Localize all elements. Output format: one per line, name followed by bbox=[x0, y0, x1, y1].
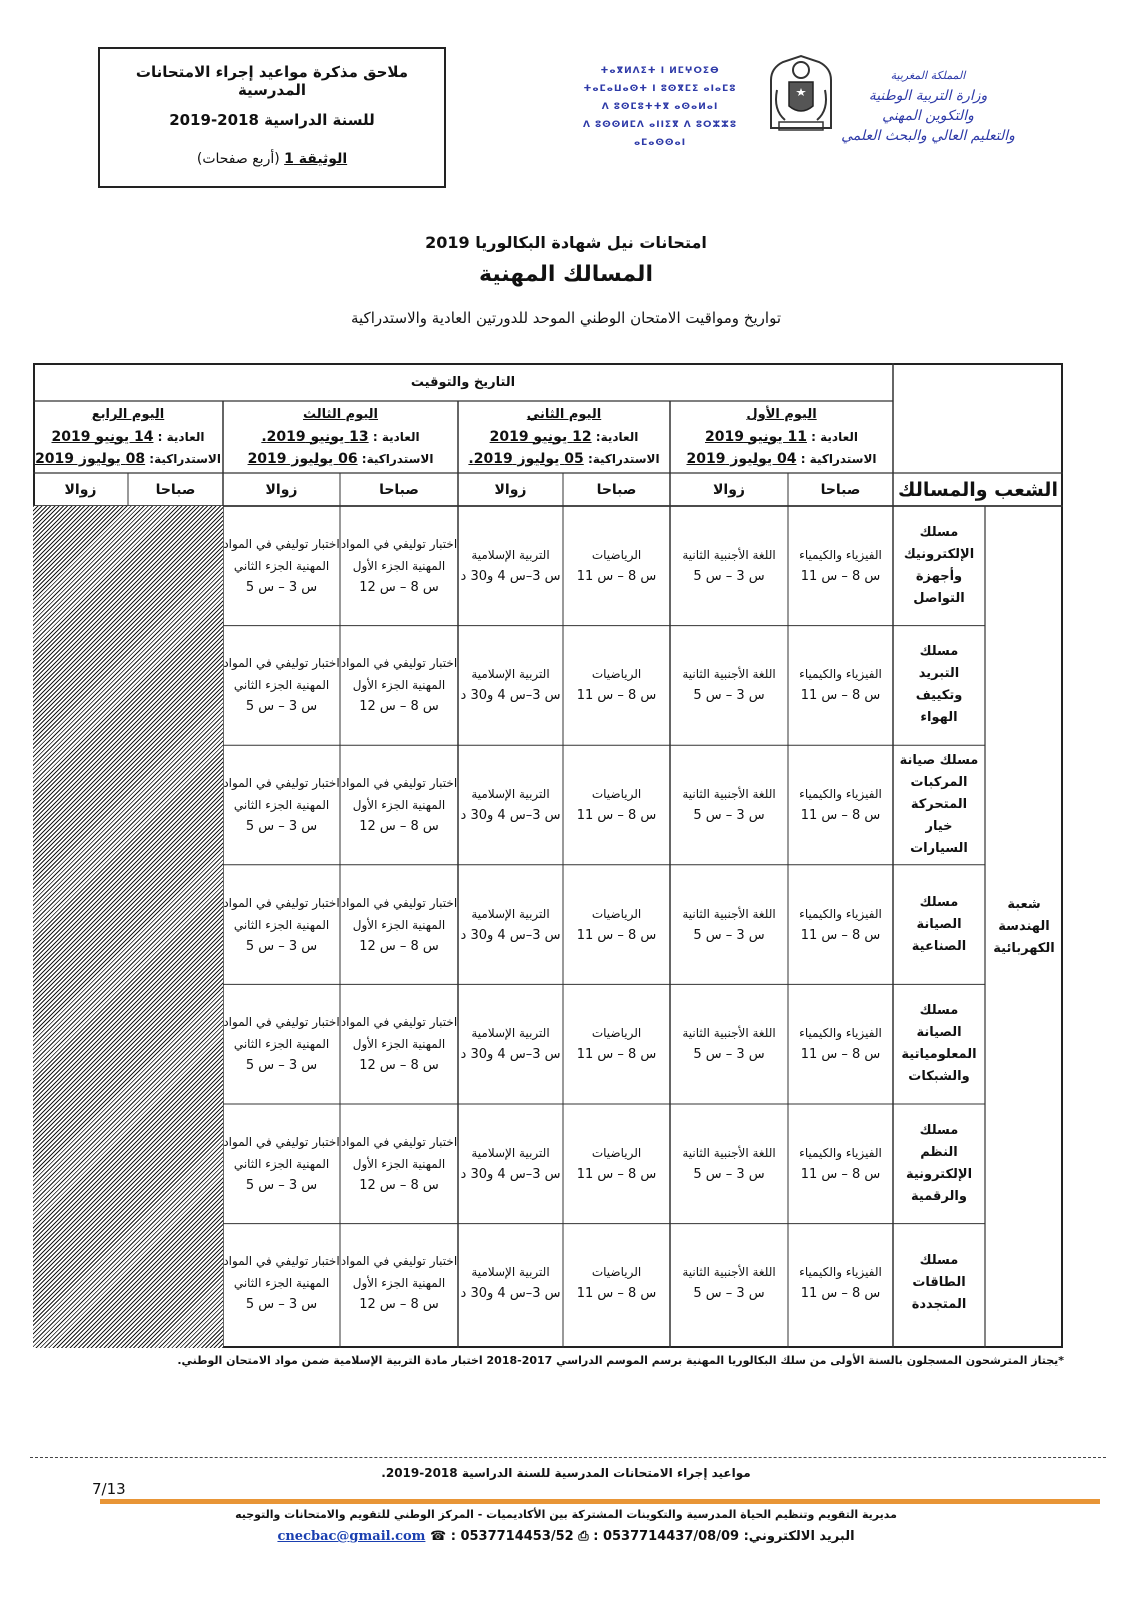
subject-name: اختبار توليفي في المواد المهنية الجزء الأول bbox=[340, 1254, 458, 1291]
subject-name: اختبار توليفي في المواد المهنية الجزء الثاني bbox=[223, 1254, 340, 1291]
subject-time: س 8 – س 12 bbox=[359, 1058, 439, 1074]
subject-time: س 8 – س 11 bbox=[800, 1166, 881, 1182]
subject-name: التربية الإسلامية bbox=[471, 547, 550, 562]
subject-cell-d2m bbox=[563, 984, 670, 1104]
tifinagh-line: ⵜⴰⵎⴰⵡⴰⵙⵜ ⵏ ⵓⵙⴳⵎⵉ ⴰⵏⴰⵎⵓ bbox=[583, 84, 737, 94]
subject-name: اللغة الأجنبية الثانية bbox=[682, 1145, 776, 1160]
subject-name: اختبار توليفي في المواد المهنية الجزء الأول bbox=[340, 656, 458, 693]
makeup-date: 04 يوليوز 2019 bbox=[686, 450, 797, 467]
afternoon-label: زوالا bbox=[713, 481, 745, 498]
track-name: مسلك الصيانة الصناعية bbox=[911, 894, 967, 954]
subject-cell-d2m bbox=[563, 1224, 670, 1344]
subject-time: س 3–س 4 و30 د bbox=[460, 927, 561, 943]
subject-name: اختبار توليفي في المواد المهنية الجزء الثاني bbox=[223, 775, 340, 812]
day-name: اليوم الثالث bbox=[302, 407, 379, 423]
subject-name: الفيزياء والكيمياء bbox=[799, 786, 882, 801]
annex-box bbox=[98, 47, 446, 188]
subject-time: س 8 – س 12 bbox=[359, 1297, 439, 1313]
subject-cell-d3m bbox=[340, 626, 458, 746]
makeup-session-date bbox=[468, 451, 659, 467]
track-cell bbox=[893, 506, 985, 626]
subject-time: س 3 – س 5 bbox=[245, 818, 318, 834]
day-header-2 bbox=[458, 401, 670, 473]
normal-date: 13 يونيو 2019. bbox=[261, 428, 369, 445]
footer-contact bbox=[0, 1529, 1132, 1544]
fax-icon: ⎙ bbox=[578, 1529, 589, 1544]
annex-line1: ملاحق مذكرة مواعيد إجراء الامتحانات المدرسية bbox=[135, 63, 409, 99]
morning-label: صباحا bbox=[596, 481, 637, 498]
subject-cell-d2m bbox=[563, 506, 670, 626]
royal-crest-icon bbox=[765, 50, 837, 140]
subject-time: س 8 – س 11 bbox=[576, 807, 657, 823]
normal-session-label: العادية : bbox=[372, 429, 420, 444]
subject-name: اختبار توليفي في المواد المهنية الجزء الأول bbox=[340, 775, 458, 812]
makeup-session-date bbox=[248, 451, 434, 467]
morning-label: صباحا bbox=[379, 481, 419, 498]
subject-name: اللغة الأجنبية الثانية bbox=[682, 906, 776, 921]
subject-cell-d2m bbox=[563, 865, 670, 985]
subject-cell-d2m bbox=[563, 626, 670, 746]
subject-time: س 3–س 4 و30 د bbox=[460, 1166, 561, 1182]
track-cell bbox=[893, 984, 985, 1104]
schedule-table bbox=[33, 363, 1063, 1348]
period-morning bbox=[340, 473, 458, 506]
makeup-session-label: الاستدراكية : bbox=[800, 451, 877, 466]
table-header-title bbox=[33, 363, 893, 401]
subject-time: س 8 – س 12 bbox=[359, 1177, 439, 1193]
subject-cell-d1m bbox=[788, 745, 893, 865]
afternoon-label: زوالا bbox=[64, 481, 97, 498]
subject-name: الرياضيات bbox=[591, 1145, 642, 1160]
tifinagh-line: ⴷ ⵓⵙⵎⵓⵜⵜⴳ ⴰⵙⴰⵍⴰⵏ bbox=[601, 102, 719, 112]
makeup-session-date bbox=[686, 451, 876, 467]
branches-header bbox=[893, 473, 1063, 506]
subject-time: س 3 – س 5 bbox=[245, 1177, 318, 1193]
subject-cell-d2m bbox=[563, 745, 670, 865]
track-name: مسلك النظم الإلكترونية والرقمية bbox=[905, 1122, 973, 1204]
page-number: 7/13 bbox=[92, 1480, 126, 1498]
afternoon-label: زوالا bbox=[494, 481, 527, 498]
day4-unused-area bbox=[33, 506, 223, 1348]
ministry-name bbox=[828, 66, 1028, 146]
day-header-1 bbox=[670, 401, 893, 473]
subject-time: س 3–س 4 و30 د bbox=[460, 807, 561, 823]
normal-session-label: العادية : bbox=[811, 429, 858, 444]
track-cell bbox=[893, 1104, 985, 1224]
subject-name: اختبار توليفي في المواد المهنية الجزء الأول bbox=[340, 1015, 458, 1052]
period-afternoon bbox=[458, 473, 563, 506]
subject-time: س 3 – س 5 bbox=[693, 688, 765, 704]
footer-bar bbox=[100, 1499, 1100, 1504]
subject-name: اختبار توليفي في المواد المهنية الجزء الثاني bbox=[223, 895, 340, 932]
track-cell bbox=[893, 865, 985, 985]
normal-session-date bbox=[261, 429, 419, 445]
track-name: مسلك صيانة المركبات المتحركة خيار السيارات bbox=[899, 752, 979, 856]
email-label: البريد الالكتروني: bbox=[743, 1529, 855, 1544]
branches-header-text: الشعب والمسالك bbox=[898, 478, 1058, 501]
track-name: مسلك الإلكترونيك وأجهزة التواصل bbox=[903, 524, 975, 606]
ministry-line2: وزارة التربية الوطنية bbox=[868, 88, 988, 104]
subject-name: التربية الإسلامية bbox=[471, 667, 550, 682]
subject-name: اللغة الأجنبية الثانية bbox=[682, 1026, 776, 1041]
tracks-title: المسالك المهنية bbox=[479, 262, 653, 287]
subject-cell-d2a bbox=[458, 745, 563, 865]
subject-time: س 3–س 4 و30 د bbox=[460, 568, 561, 584]
normal-session-label: العادية: bbox=[595, 429, 639, 444]
normal-date: 14 يونيو 2019 bbox=[51, 428, 154, 445]
makeup-date: 05 يوليوز 2019. bbox=[468, 450, 584, 467]
subject-name: الفيزياء والكيمياء bbox=[799, 547, 882, 562]
subject-time: س 3 – س 5 bbox=[245, 1297, 318, 1313]
subject-name: اللغة الأجنبية الثانية bbox=[682, 667, 776, 682]
subject-name: الفيزياء والكيمياء bbox=[799, 1145, 882, 1160]
subject-cell-d2a bbox=[458, 626, 563, 746]
subject-name: اللغة الأجنبية الثانية bbox=[682, 547, 776, 562]
subject-cell-d1a bbox=[670, 626, 788, 746]
subject-name: اختبار توليفي في المواد المهنية الجزء الأول bbox=[340, 1134, 458, 1171]
subject-cell-d2a bbox=[458, 865, 563, 985]
subject-name: الرياضيات bbox=[591, 786, 642, 801]
period-morning bbox=[788, 473, 893, 506]
day-name: اليوم الثاني bbox=[526, 407, 602, 423]
subject-time: س 8 – س 11 bbox=[576, 688, 657, 704]
fax-number: 0537714437/08/09 bbox=[602, 1529, 740, 1544]
subject-cell-d1a bbox=[670, 1104, 788, 1224]
track-name: مسلك الصيانة المعلومياتية والشبكات bbox=[901, 1003, 977, 1085]
subject-time: س 8 – س 11 bbox=[800, 1047, 881, 1063]
subject-name: الرياضيات bbox=[591, 906, 642, 921]
track-name: مسلك التبريد وتكييف الهواء bbox=[915, 644, 963, 726]
afternoon-label: زوالا bbox=[265, 481, 298, 498]
subject-time: س 8 – س 11 bbox=[800, 688, 881, 704]
subject-cell-d3a bbox=[223, 984, 340, 1104]
subject-cell-d3m bbox=[340, 865, 458, 985]
track-name: مسلك الطاقات المتجددة bbox=[911, 1253, 967, 1313]
morning-label: صباحا bbox=[155, 481, 196, 498]
subject-cell-d1a bbox=[670, 506, 788, 626]
subject-name: اللغة الأجنبية الثانية bbox=[682, 786, 776, 801]
track-cell bbox=[893, 745, 985, 865]
subject-cell-d1m bbox=[788, 626, 893, 746]
subject-time: س 3 – س 5 bbox=[245, 1058, 318, 1074]
subject-name: اختبار توليفي في المواد المهنية الجزء الثاني bbox=[223, 656, 340, 693]
day-name: اليوم الرابع bbox=[91, 407, 165, 423]
subject-name: الرياضيات bbox=[591, 1265, 642, 1280]
subject-time: س 3 – س 5 bbox=[693, 568, 765, 584]
subject-name: التربية الإسلامية bbox=[471, 786, 550, 801]
makeup-session-label: الاستدراكية: bbox=[361, 451, 434, 466]
subject-name: اختبار توليفي في المواد المهنية الجزء الأول bbox=[340, 536, 458, 573]
subject-time: س 3 – س 5 bbox=[693, 1166, 765, 1182]
phone-label: : bbox=[450, 1529, 456, 1544]
subject-name: التربية الإسلامية bbox=[471, 1026, 550, 1041]
subject-time: س 8 – س 11 bbox=[800, 927, 881, 943]
period-morning bbox=[563, 473, 670, 506]
ministry-tifinagh bbox=[560, 62, 760, 152]
subject-cell-d1a bbox=[670, 984, 788, 1104]
ministry-line3: والتكوين المهني bbox=[882, 108, 974, 124]
normal-date: 12 يونيو 2019 bbox=[489, 428, 592, 445]
subject-cell-d3m bbox=[340, 1104, 458, 1224]
subject-name: الفيزياء والكيمياء bbox=[799, 1265, 882, 1280]
exam-title: امتحانات نيل شهادة البكالوريا 2019 bbox=[425, 233, 707, 252]
subject-cell-d1a bbox=[670, 865, 788, 985]
subject-name: الفيزياء والكيمياء bbox=[799, 906, 882, 921]
tifinagh-line: ⴷ ⵓⵙⵙⵍⵎⴷ ⴰⵏⵏⵉⴳ ⴷ ⵓⵔⵣⵣⵓ ⴰⵎⴰⵙⵙⴰⵏ bbox=[582, 120, 738, 148]
subject-time: س 8 – س 11 bbox=[576, 568, 657, 584]
subject-cell-d3m bbox=[340, 506, 458, 626]
day-name: اليوم الأول bbox=[746, 407, 817, 423]
makeup-session-label: الاستدراكية: bbox=[149, 451, 221, 466]
normal-session-date bbox=[490, 429, 639, 445]
subject-time: س 3 – س 5 bbox=[693, 807, 765, 823]
ministry-line1: المملكة المغربية bbox=[890, 69, 966, 82]
normal-session-date bbox=[52, 429, 205, 445]
makeup-date: 06 يوليوز 2019 bbox=[247, 450, 358, 467]
subject-name: اختبار توليفي في المواد المهنية الجزء الثاني bbox=[223, 536, 340, 573]
subject-name: اختبار توليفي في المواد المهنية الجزء الثاني bbox=[223, 1134, 340, 1171]
subject-time: س 3–س 4 و30 د bbox=[460, 688, 561, 704]
subject-time: س 8 – س 11 bbox=[800, 807, 881, 823]
branch-cell bbox=[985, 506, 1063, 1348]
subject-name: اختبار توليفي في المواد المهنية الجزء الأول bbox=[340, 895, 458, 932]
subject-time: س 3 – س 5 bbox=[693, 1047, 765, 1063]
tifinagh-line: ⵜⴰⴳⵍⴷⵉⵜ ⵏ ⵍⵎⵖⵔⵉⴱ bbox=[600, 66, 720, 76]
track-cell bbox=[893, 626, 985, 746]
makeup-session-label: الاستدراكية: bbox=[587, 451, 660, 466]
subject-time: س 8 – س 11 bbox=[576, 927, 657, 943]
subtitle: تواريخ ومواقيت الامتحان الوطني الموحد للدورتين العادية والاستدراكية bbox=[350, 309, 781, 327]
normal-session-label: العادية : bbox=[157, 429, 205, 444]
subject-time: س 3 – س 5 bbox=[693, 1286, 765, 1302]
period-afternoon bbox=[223, 473, 340, 506]
subject-cell-d3m bbox=[340, 984, 458, 1104]
subject-cell-d3a bbox=[223, 626, 340, 746]
subject-name: التربية الإسلامية bbox=[471, 1265, 550, 1280]
subject-time: س 3–س 4 و30 د bbox=[460, 1047, 561, 1063]
subject-cell-d2a bbox=[458, 1224, 563, 1344]
subject-time: س 8 – س 11 bbox=[576, 1286, 657, 1302]
subject-cell-d1a bbox=[670, 745, 788, 865]
subject-time: س 3 – س 5 bbox=[245, 699, 318, 715]
subject-cell-d3a bbox=[223, 865, 340, 985]
doc-pages: (أربع صفحات) bbox=[196, 151, 280, 167]
footnote: *يجتاز المترشحون المسجلون بالسنة الأولى من سلك البكالوريا المهنية برسم الموسم الدراسي 2017-2018 اختبار مادة التربية الإسلامية ضمن مواد الامتحان الوطني. bbox=[177, 1354, 1064, 1367]
day-header-3 bbox=[223, 401, 458, 473]
subject-time: س 8 – س 11 bbox=[576, 1047, 657, 1063]
subject-cell-d1m bbox=[788, 1104, 893, 1224]
subject-name: الرياضيات bbox=[591, 1026, 642, 1041]
subject-cell-d3m bbox=[340, 1224, 458, 1344]
footer-line2: مديرية التقويم وتنظيم الحياة المدرسية والتكوينات المشتركة بين الأكاديميات - المركز الوطني للتقويم والامتحانات والتوجيه bbox=[235, 1508, 897, 1521]
subject-name: الفيزياء والكيمياء bbox=[799, 667, 882, 682]
table-header-text: التاريخ والتوقيت bbox=[410, 374, 516, 390]
subject-time: س 3–س 4 و30 د bbox=[460, 1286, 561, 1302]
subject-time: س 8 – س 12 bbox=[359, 579, 439, 595]
footer-line1: مواعيد إجراء الامتحانات المدرسية للسنة الدراسية 2018-2019. bbox=[381, 1466, 751, 1480]
subject-time: س 8 – س 11 bbox=[576, 1166, 657, 1182]
subject-time: س 3 – س 5 bbox=[245, 579, 318, 595]
subject-cell-d2a bbox=[458, 506, 563, 626]
subject-name: اختبار توليفي في المواد المهنية الجزء الثاني bbox=[223, 1015, 340, 1052]
subject-time: س 8 – س 12 bbox=[359, 818, 439, 834]
subject-cell-d1m bbox=[788, 984, 893, 1104]
subject-name: الرياضيات bbox=[591, 667, 642, 682]
subject-cell-d3a bbox=[223, 745, 340, 865]
normal-session-date bbox=[705, 429, 858, 445]
subject-cell-d3m bbox=[340, 745, 458, 865]
ministry-line4: والتعليم العالي والبحث العلمي bbox=[841, 128, 1015, 144]
period-afternoon bbox=[33, 473, 128, 506]
email-link[interactable]: cnecbac@gmail.com bbox=[277, 1529, 426, 1544]
doc-label: الوثيقة 1 bbox=[284, 151, 348, 167]
makeup-date: 08 يوليوز 2019 bbox=[35, 450, 146, 467]
morning-label: صباحا bbox=[820, 481, 861, 498]
phone-icon: ☎ bbox=[429, 1529, 447, 1544]
annex-line2: للسنة الدراسية 2018-2019 bbox=[169, 111, 375, 129]
period-morning bbox=[128, 473, 223, 506]
annex-doc bbox=[100, 151, 444, 167]
subject-time: س 8 – س 11 bbox=[800, 1286, 881, 1302]
subject-cell-d1m bbox=[788, 865, 893, 985]
phone-number: 0537714453/52 bbox=[460, 1529, 574, 1544]
subject-time: س 3 – س 5 bbox=[693, 927, 765, 943]
subject-name: اللغة الأجنبية الثانية bbox=[682, 1265, 776, 1280]
subject-name: الفيزياء والكيمياء bbox=[799, 1026, 882, 1041]
subject-time: س 8 – س 12 bbox=[359, 938, 439, 954]
subject-time: س 8 – س 11 bbox=[800, 568, 881, 584]
subject-name: التربية الإسلامية bbox=[471, 1145, 550, 1160]
day-header-4 bbox=[33, 401, 223, 473]
subject-name: التربية الإسلامية bbox=[471, 906, 550, 921]
subject-cell-d3a bbox=[223, 1224, 340, 1344]
subject-cell-d2a bbox=[458, 984, 563, 1104]
subject-time: س 3 – س 5 bbox=[245, 938, 318, 954]
subject-cell-d3a bbox=[223, 1104, 340, 1224]
subject-name: الرياضيات bbox=[591, 547, 642, 562]
subject-cell-d2m bbox=[563, 1104, 670, 1224]
period-afternoon bbox=[670, 473, 788, 506]
track-cell bbox=[893, 1224, 985, 1344]
makeup-session-date bbox=[35, 451, 221, 467]
normal-date: 11 يونيو 2019 bbox=[705, 428, 807, 445]
subject-cell-d1m bbox=[788, 1224, 893, 1344]
branch-name: شعبة الهندسة الكهربائية bbox=[993, 897, 1055, 956]
subject-cell-d2a bbox=[458, 1104, 563, 1224]
subject-cell-d3a bbox=[223, 506, 340, 626]
fax-label: : bbox=[593, 1529, 599, 1544]
footer-divider bbox=[30, 1457, 1106, 1458]
subject-cell-d1m bbox=[788, 506, 893, 626]
subject-time: س 8 – س 12 bbox=[359, 699, 439, 715]
subject-cell-d1a bbox=[670, 1224, 788, 1344]
